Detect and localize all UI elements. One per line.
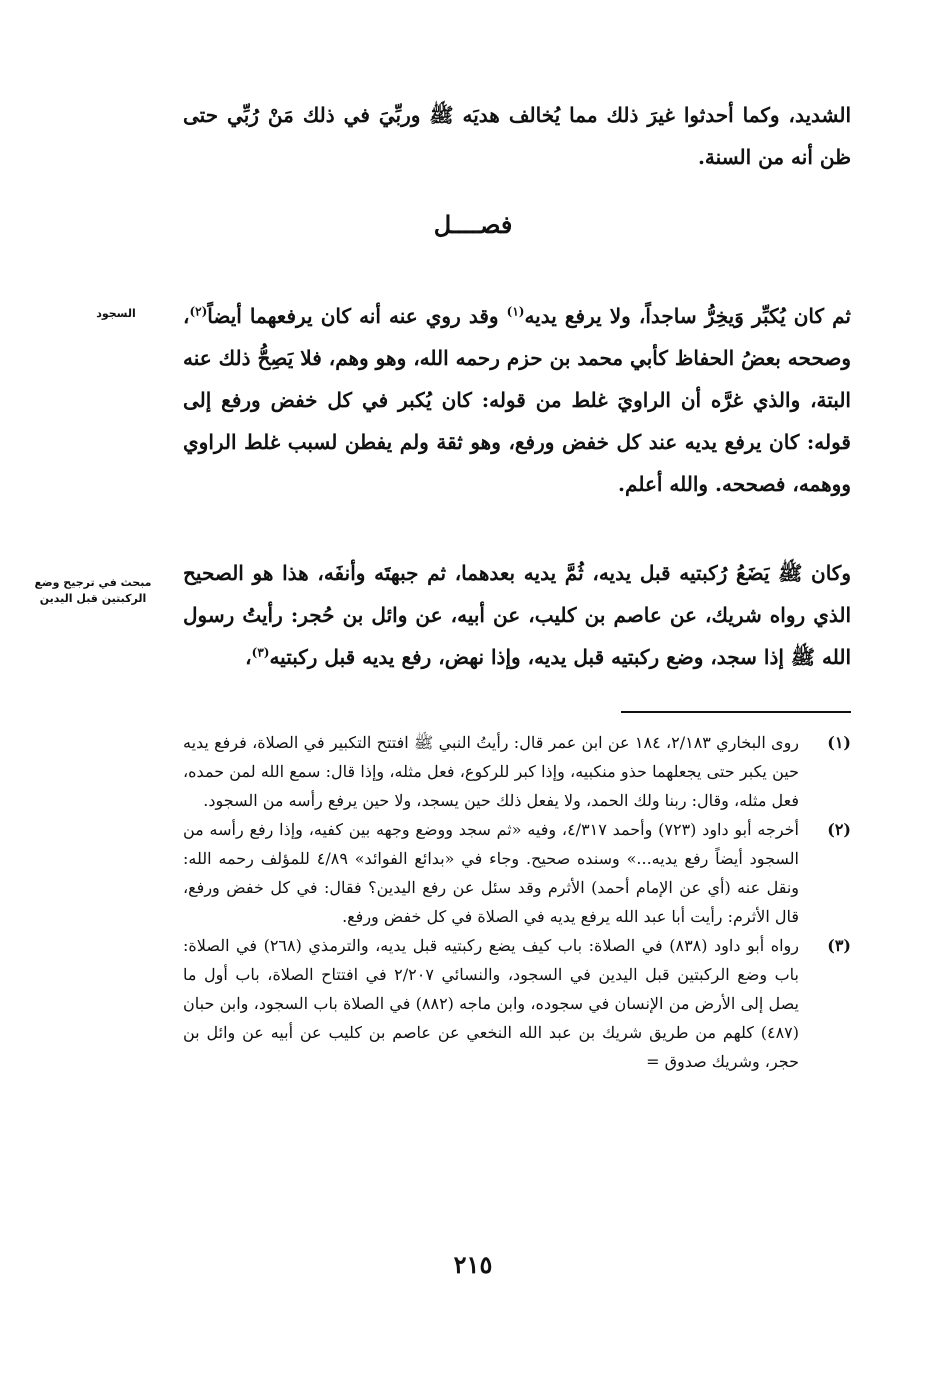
paragraph-text: ، وصححه بعضُ الحفاظ كأبي محمد بن حزم رحمه الله، وهو وهم، فلا يَصِحُّ ذلك عنه البتة، والذي غرَّه أن الراويَ غلط من قوله: كان يُكبر في كل خفض ورفع إلى قوله: كان يرفع يديه عند كل خفض ورفع، وهو ثقة ولم يفطن لسبب غلط الراوي ووهمه، فصححه. والله أعلم. [183,304,851,496]
footnote-number: (٣) [827,936,851,955]
paragraph-knees [183,552,851,678]
paragraph-text: ، [245,645,252,669]
margin-note-knees: مبحث في ترجيح وضع الركبتين قبل اليدين [34,576,152,605]
footnote-number: (١) [827,733,851,752]
footnote-text: روى البخاري ٢/١٨٣، ١٨٤ عن ابن عمر قال: رأيتُ النبي ﷺ افتتح التكبير في الصلاة، فرفع يديه حين يكبر حتى يجعلهما حذو منكبيه، وإذا كبر للركوع، فعل مثله، وإذا قال: سمع الله لمن حمده، فعل مثله، وقال: ربنا ولك الحمد، ولا يفعل ذلك حين يسجد، ولا حين يرفع رأسه من السجود. [183,733,800,810]
paragraph-sujud [183,295,851,505]
paragraph-text: ثم كان يُكبِّر وَيخِرُّ ساجداً، ولا يرفع يديه [524,304,851,328]
footnote-text: أخرجه أبو داود (٧٢٣) وأحمد ٤/٣١٧، وفيه «ثم سجد ووضع وجهه بين كفيه، وإذا رفع رأسه من السجود أيضاً رفع يديه...» وسنده صحيح. وجاء في «بدائع الفوائد» ٤/٨٩ للمؤلف رحمه الله: ونقل عنه (أي عن الإمام أحمد) الأثرم وقد سئل عن رفع اليدين؟ فقال: في كل خفض ورفع، قال الأثرم: رأيت أبا عبد الله يرفع يديه في الصلاة في كل خفض ورفع. [183,820,800,926]
footnote-ref-3[interactable]: (٣) [251,645,270,660]
footnote-number: (٢) [827,820,851,839]
margin-note-sujud: السجود [96,307,136,320]
footnote-item [183,728,851,815]
footnote-ref-2[interactable]: (٢) [189,304,208,319]
paragraph-text: وكان ﷺ يَضَعُ رُكبتيه قبل يديه، ثُمَّ يديه بعدهما، ثم جبهتَه وأنفَه، هذا هو الصحيح الذي رواه شريك، عن عاصم بن كليب، عن أبيه، عن وائل بن حُجر: رأيتُ رسول الله ﷺ إذا سجد، وضع ركبتيه قبل يديه، وإذا نهض، رفع يديه قبل ركبتيه [183,561,851,669]
footnotes-section [183,728,851,1076]
footnote-divider [621,711,851,713]
footnote-item [183,815,851,931]
intro-paragraph: الشديد، وكما أحدثوا غيرَ ذلك مما يُخالف هديَه ﷺ وربِّيَ في ذلك مَنْ رُبِّي حتى ظن أنه من السنة. [183,103,851,169]
page-number: ٢١٥ [453,1250,493,1279]
section-title: فصــــل [433,210,513,239]
footnote-item [183,931,851,1076]
paragraph-text: وقد روي عنه أنه كان يرفعهما أيضاً [207,304,507,328]
footnote-text: رواه أبو داود (٨٣٨) في الصلاة: باب كيف يضع ركبتيه قبل يديه، والترمذي (٢٦٨) في الصلاة: باب وضع الركبتين قبل اليدين في السجود، والنسائي ٢/٢٠٧ في افتتاح الصلاة، باب أول ما يصل إلى الأرض من الإنسان في سجوده، وابن ماجه (٨٨٢) في الصلاة باب السجود، وابن حبان (٤٨٧) كلهم من طريق شريك بن عبد الله النخعي عن عاصم بن كليب عن أبيه عن وائل بن حجر، وشريك صدوق = [183,936,800,1071]
footnote-ref-1[interactable]: (١) [506,304,525,319]
